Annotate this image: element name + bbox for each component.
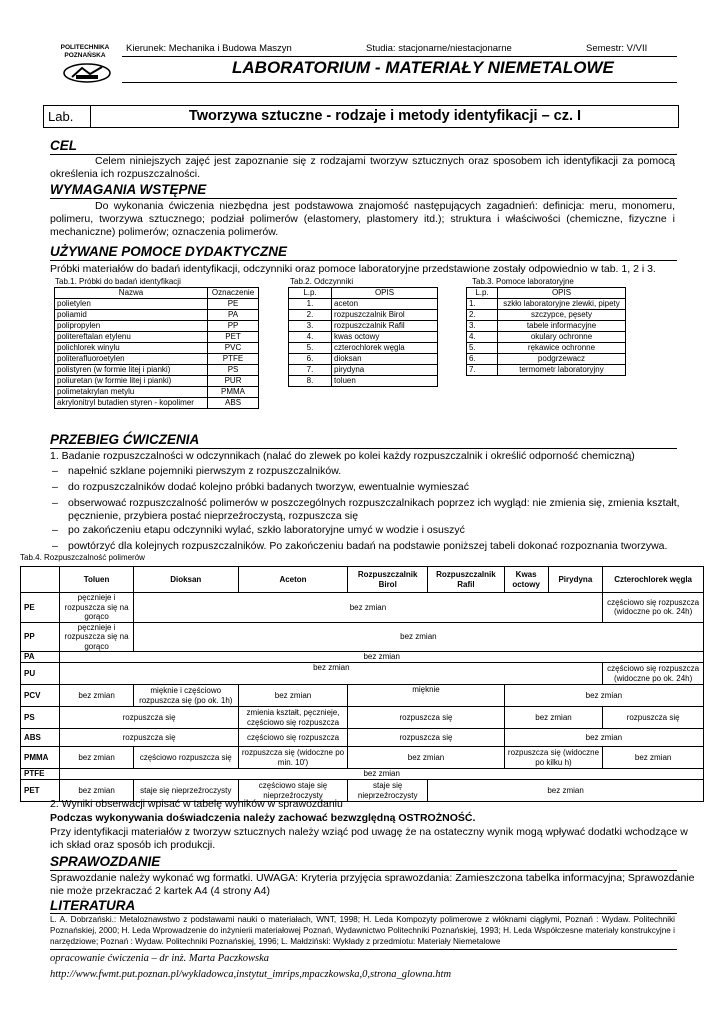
tab2-caption: Tab.2. Odczynniki <box>290 277 354 286</box>
table-cell: częściowo się rozpuszcza <box>238 729 347 747</box>
table-cell: rozpuszczalnik Rafil <box>332 321 438 332</box>
table-row <box>467 310 626 321</box>
polymer-label: PA <box>21 652 60 663</box>
table-row <box>289 332 438 343</box>
table-row <box>55 387 259 398</box>
table-cell: bez zmian <box>60 685 133 707</box>
table-cell: mięknie <box>348 685 505 707</box>
table-cell: rozpuszcza się (widoczne po kilku h) <box>504 747 603 769</box>
table-cell: rozpuszcza się <box>60 707 238 729</box>
table-cell: częściowo rozpuszcza się <box>133 747 238 769</box>
cel-heading: CEL <box>50 138 77 153</box>
tab4-caption: Tab.4. Rozpuszczalność polimerów <box>20 553 145 562</box>
bullet-marker: – <box>52 524 58 536</box>
table-cell: 4. <box>467 332 498 343</box>
table-cell: PA <box>208 310 259 321</box>
table-cell: 2. <box>467 310 498 321</box>
tab4-header: Dioksan <box>133 567 238 593</box>
author-text: opracowanie ćwiczenia – dr inż. Marta Paczkowska <box>50 953 270 964</box>
table-cell: ABS <box>208 398 259 409</box>
table-row <box>55 310 259 321</box>
tab1-caption: Tab.1. Próbki do badań identyfikacji <box>55 277 181 286</box>
bullet-item: po zakończeniu etapu odczynniki wylać, szkło laboratoryjne umyć w wodzie i osuszyć <box>68 524 465 536</box>
tab3-table <box>466 287 626 376</box>
table-cell: pęcznieje i rozpuszcza się na gorąco <box>60 593 133 623</box>
table-cell: 1. <box>467 299 498 310</box>
wymagania-heading: WYMAGANIA WSTĘPNE <box>50 182 207 197</box>
table-cell: rozpuszcza się <box>603 707 704 729</box>
bullet-item: do rozpuszczalników dodać kolejno próbki badanych tworzyw, ewentualnie wymieszać <box>68 481 469 493</box>
table-cell: PUR <box>208 376 259 387</box>
literatura-text: L. A. Dobrzański.: Metaloznawstwo z podstawami nauki o materiałach, WNT, 1998; H. Leda Kompozyty polimerowe z włóknami ciągłymi, Poznań : Wydaw. Politechniki Poznańskiej, 2000; H. Leda Wprowadzenie do inżynierii materiałowej Poznań, Wydawnictwo Politechniki Poznańskiej, 1993; H. Leda Współczesne materiały konstrukcyjne i narzędziowe; Poznań : Wydaw. Politechniki Poznańskiej, 1996; L. Małdziński: Wykłady z przedmiotu: Materiały Niemetalowe <box>50 915 675 946</box>
pomoce-text: Próbki materiałów do badań identyfikacji, odczynniki oraz pomoce laboratoryjne przedstawione zostały odpowiednio w tab. 1, 2 i 3. <box>50 263 656 275</box>
przebieg-divider <box>50 448 677 449</box>
studies-label: Studia: stacjonarne/niestacjonarne <box>366 43 512 54</box>
bullet-marker: – <box>52 540 58 552</box>
tab4-header: Pirydyna <box>548 567 603 593</box>
sprawozdanie-divider <box>50 870 677 871</box>
table-row <box>467 365 626 376</box>
table-cell: 3. <box>289 321 332 332</box>
table-cell: poliamid <box>55 310 208 321</box>
polymer-label: ABS <box>21 729 60 747</box>
header-divider-bottom <box>122 82 677 83</box>
table-cell: tabele informacyjne <box>498 321 626 332</box>
step2-text: 2. Wyniki obserwacji wpisać w tabelę wyników w sprawozdaniu <box>50 798 343 810</box>
table-cell: bez zmian <box>60 769 704 780</box>
cel-text: Celem niniejszych zajęć jest zapoznanie się z rodzajami tworzyw sztucznych oraz sposobem ich identyfikacji za pomocą określenia ich rozpuszczalności. <box>50 155 675 180</box>
table-cell: aceton <box>332 299 438 310</box>
tab2-header: L.p. <box>289 288 332 299</box>
table-cell: PET <box>208 332 259 343</box>
title-box <box>43 105 679 128</box>
tab4-header: Rozpuszczalnik Birol <box>348 567 428 593</box>
table-cell: bez zmian <box>504 729 703 747</box>
table-cell: 1. <box>289 299 332 310</box>
wymagania-divider <box>50 198 677 199</box>
direction-label: Kierunek: Mechanika i Budowa Maszyn <box>126 43 292 54</box>
table-cell: 7. <box>467 365 498 376</box>
table-cell: politerafluoroetylen <box>55 354 208 365</box>
table-cell: bez zmian <box>504 685 703 707</box>
table-cell: częściowo się rozpuszcza (widoczne po ok. 24h) <box>603 663 704 685</box>
pomoce-heading: UŻYWANE POMOCE DYDAKTYCZNE <box>50 244 288 259</box>
table-cell: akrylonitryl butadien styren - kopolimer <box>55 398 208 409</box>
table-cell: częściowo się rozpuszcza (widoczne po ok. 24h) <box>603 593 704 623</box>
table-cell: polistyren (w formie litej i pianki) <box>55 365 208 376</box>
bullet-item-continued: pęcznienie, przybiera postać nieprzeźroczystą, rozpuszcza się <box>68 510 359 522</box>
tab1-header: Oznaczenie <box>208 288 259 299</box>
table-row <box>467 354 626 365</box>
table-cell: bez zmian <box>348 747 505 769</box>
university-name: POLITECHNIKA POZNAŃSKA <box>60 44 110 59</box>
table-row <box>21 652 704 663</box>
table-row <box>21 729 704 747</box>
semester-label: Semestr: V/VII <box>586 43 648 54</box>
table-row <box>21 593 704 623</box>
table-cell: dioksan <box>332 354 438 365</box>
table-row <box>289 376 438 387</box>
table-row <box>55 343 259 354</box>
lab-cell: Lab. <box>44 106 91 127</box>
author-url[interactable]: http://www.fwmt.put.poznan.pl/wykladowca,instytut_imrips,mpaczkowska,0,strona_glowna.htm <box>50 969 452 980</box>
table-cell: PTFE <box>208 354 259 365</box>
table-cell: rękawice ochronne <box>498 343 626 354</box>
sprawozdanie-heading: SPRAWOZDANIE <box>50 854 161 869</box>
footer-divider <box>50 949 677 950</box>
table-cell: bez zmian <box>603 747 704 769</box>
tab4-table <box>20 566 704 802</box>
przebieg-heading: PRZEBIEG ĆWICZENIA <box>50 432 200 447</box>
polymer-label: PU <box>21 663 60 685</box>
table-cell: zmienia kształt, pęcznieje, częściowo się rozpuszcza <box>238 707 347 729</box>
table-cell: polipropylen <box>55 321 208 332</box>
table-cell: 3. <box>467 321 498 332</box>
table-cell: staje się nieprzeźroczysty <box>133 780 238 802</box>
table-row <box>467 332 626 343</box>
tab3-header: L.p. <box>467 288 498 299</box>
table-row <box>55 398 259 409</box>
tab3-header: OPIS <box>498 288 626 299</box>
tab4-header: Aceton <box>238 567 347 593</box>
pomoce-divider <box>50 260 677 261</box>
table-cell: poliuretan (w formie litej i pianki) <box>55 376 208 387</box>
note-text: Przy identyfikacji materiałów z tworzyw sztucznych należy wziąć pod uwagę że na ostateczny wynik mogą wpływać dodatki wchodzące w <box>50 826 688 838</box>
table-cell: bez zmian <box>133 593 603 623</box>
table-cell: bez zmian <box>60 747 133 769</box>
sprawozdanie-text-continued: nie może przekraczać 2 kartek A4 (4 strony A4) <box>50 885 271 897</box>
table-row <box>21 707 704 729</box>
polymer-label: PP <box>21 622 60 652</box>
table-cell: rozpuszczalnik Birol <box>332 310 438 321</box>
table-cell: podgrzewacz <box>498 354 626 365</box>
table-cell: PMMA <box>208 387 259 398</box>
polymer-label: PS <box>21 707 60 729</box>
wymagania-text: Do wykonania ćwiczenia niezbędna jest podstawowa znajomość następujących zagadnień: definicja: meru, monomeru, polimeru, tworzywa sztucznego; podział polimerów (elastomery, plastomery itd.); struktura i właściwości (chemiczne, fizyczne i mechaniczne) polimerów; oznaczenia polimerów. <box>50 200 675 238</box>
table-cell: bez zmian <box>60 652 704 663</box>
table-cell: toluen <box>332 376 438 387</box>
table-cell: bez zmian <box>60 780 133 802</box>
polymer-label: PCV <box>21 685 60 707</box>
tab4-header: Czterochlorek węgla <box>603 567 704 593</box>
literatura-heading: LITERATURA <box>50 898 136 913</box>
table-cell: 8. <box>289 376 332 387</box>
table-row <box>467 343 626 354</box>
table-row <box>21 622 704 652</box>
bullet-marker: – <box>52 481 58 493</box>
table-cell: 4. <box>289 332 332 343</box>
table-cell: bez zmian <box>428 780 704 802</box>
table-cell: 6. <box>467 354 498 365</box>
table-cell: politereftalan etylenu <box>55 332 208 343</box>
table-cell: szczypce, pęsety <box>498 310 626 321</box>
table-row <box>289 354 438 365</box>
sprawozdanie-text: Sprawozdanie należy wykonać wg formatki. UWAGA: Kryteria przyjęcia sprawozdania: Zamieszczona tabelka informacyjna; Sprawozdanie <box>50 872 695 884</box>
bullet-item: napełnić szklane pojemniki pierwszym z rozpuszczalników. <box>68 465 342 477</box>
table-cell: PE <box>208 299 259 310</box>
table-row <box>55 299 259 310</box>
table-row <box>467 321 626 332</box>
table-cell: rozpuszcza się <box>60 729 238 747</box>
table-cell: rozpuszcza się <box>348 729 505 747</box>
table-cell: 6. <box>289 354 332 365</box>
table-row <box>289 365 438 376</box>
table-row <box>55 332 259 343</box>
tab4-header <box>21 567 60 593</box>
table-row <box>55 365 259 376</box>
polymer-label: PTFE <box>21 769 60 780</box>
table-cell: szkło laboratoryjne zlewki, pipety <box>498 299 626 310</box>
tab1-table <box>54 287 259 409</box>
table-cell: PS <box>208 365 259 376</box>
warning-text: Podczas wykonywania doświadczenia należy zachować bezwzględną OSTROŻNOŚĆ. <box>50 812 476 824</box>
bullet-marker: – <box>52 497 58 509</box>
table-cell: polietylen <box>55 299 208 310</box>
table-cell: pirydyna <box>332 365 438 376</box>
table-cell: termometr laboratoryjny <box>498 365 626 376</box>
table-cell: 7. <box>289 365 332 376</box>
table-cell: 5. <box>289 343 332 354</box>
table-row <box>467 299 626 310</box>
table-row <box>21 663 704 685</box>
table-row <box>21 747 704 769</box>
table-cell: 5. <box>467 343 498 354</box>
table-cell: pęcznieje i rozpuszcza się na gorąco <box>60 622 133 652</box>
table-cell: bez zmian <box>60 663 603 685</box>
tab4-header: Kwas octowy <box>504 567 548 593</box>
tab4-header: Rozpuszczalnik Rafil <box>428 567 505 593</box>
university-logo-icon <box>62 62 112 84</box>
tab3-caption: Tab.3. Pomoce laboratoryjne <box>472 277 574 286</box>
table-row <box>289 310 438 321</box>
table-row <box>55 354 259 365</box>
tab2-table <box>288 287 438 387</box>
table-cell: częściowo staje się nieprzeźroczysty <box>238 780 347 802</box>
bullet-marker: – <box>52 465 58 477</box>
bullet-item: powtórzyć dla kolejnych rozpuszczalników. Po zakończeniu badań na podstawie poniższej tabeli dokonać rozpoznania tworzywa. <box>68 540 668 552</box>
table-cell: PP <box>208 321 259 332</box>
polymer-label: PET <box>21 780 60 802</box>
table-cell: rozpuszcza się <box>348 707 505 729</box>
table-cell: czterochlorek węgla <box>332 343 438 354</box>
polymer-label: PE <box>21 593 60 623</box>
header-divider <box>122 56 677 57</box>
table-cell: polichlorek winylu <box>55 343 208 354</box>
tab2-header: OPIS <box>332 288 438 299</box>
exercise-title: Tworzywa sztuczne - rodzaje i metody identyfikacji – cz. I <box>188 108 582 124</box>
table-cell: mięknie i częściowo rozpuszcza się (po ok. 1h) <box>133 685 238 707</box>
table-row <box>289 321 438 332</box>
bullet-item: obserwować rozpuszczalność polimerów w poszczególnych rozpuszczalnikach poprzez ich wygląd: nie zmienia się, zmienia kształt, <box>68 497 680 509</box>
polymer-label: PMMA <box>21 747 60 769</box>
table-row <box>289 299 438 310</box>
table-row <box>55 376 259 387</box>
table-cell: bez zmian <box>133 622 703 652</box>
table-cell: bez zmian <box>504 707 603 729</box>
table-row <box>55 321 259 332</box>
table-cell: kwas octowy <box>332 332 438 343</box>
table-cell: 2. <box>289 310 332 321</box>
table-cell: staje się nieprzeźroczysty <box>348 780 428 802</box>
table-cell: PVC <box>208 343 259 354</box>
table-cell: rozpuszcza się (widoczne po min. 10') <box>238 747 347 769</box>
table-cell: polimetakrylan metylu <box>55 387 208 398</box>
table-row <box>21 769 704 780</box>
lab-title: LABORATORIUM - MATERIAŁY NIEMETALOWE <box>232 58 614 77</box>
table-cell: bez zmian <box>238 685 347 707</box>
tab4-header: Toluen <box>60 567 133 593</box>
table-cell: okulary ochronne <box>498 332 626 343</box>
note-text-continued: ich skład oraz sposób ich produkcji. <box>50 839 216 851</box>
table-row <box>289 343 438 354</box>
table-row <box>21 685 704 707</box>
tab1-header: Nazwa <box>55 288 208 299</box>
step1-text: 1. Badanie rozpuszczalności w odczynnikach (nalać do zlewek po kolei każdy rozpuszczalnik i określić odporność chemiczną) <box>50 450 635 462</box>
